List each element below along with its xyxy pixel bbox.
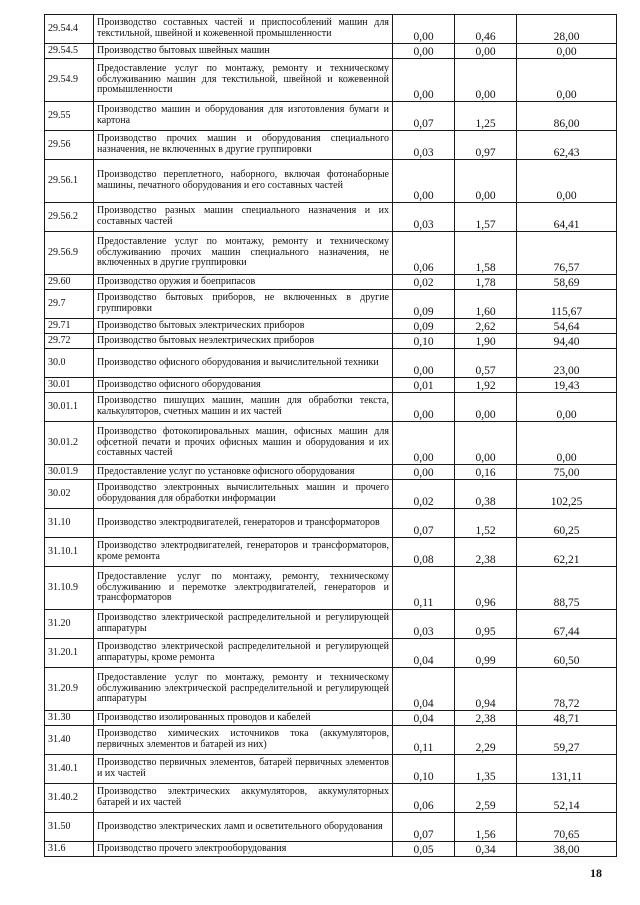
- table-row: [45, 290, 617, 319]
- value-3-cell: 0,00: [517, 44, 617, 59]
- value-3-cell: 115,67: [517, 290, 617, 319]
- activity-name-cell: Производство оружия и боеприпасов: [94, 275, 393, 290]
- value-2-cell: 1,92: [455, 378, 517, 393]
- value-1-cell: 0,03: [393, 131, 455, 160]
- table-row: [45, 378, 617, 393]
- value-1-cell: 0,00: [393, 465, 455, 480]
- value-3-cell: 88,75: [517, 567, 617, 610]
- value-3-cell: 0,00: [517, 393, 617, 422]
- value-3-cell: 70,65: [517, 813, 617, 842]
- activity-name-cell: Производство офисного оборудования: [94, 378, 393, 393]
- value-2-cell: 1,56: [455, 813, 517, 842]
- value-1-cell: 0,00: [393, 393, 455, 422]
- value-3-cell: 64,41: [517, 203, 617, 232]
- activity-name-cell: Производство химических источников тока (аккумуляторов, первичных элементов и батарей из них): [94, 726, 393, 755]
- value-2-cell: 2,38: [455, 538, 517, 567]
- value-3-cell: 86,00: [517, 102, 617, 131]
- table-row: [45, 393, 617, 422]
- activity-name-cell: Производство офисного оборудования и вычислительной техники: [94, 349, 393, 378]
- value-2-cell: 2,59: [455, 784, 517, 813]
- activity-name-cell: Производство прочих машин и оборудования специального назначения, не включенных в другие группировки: [94, 131, 393, 160]
- activity-name-cell: Производство первичных элементов, батарей первичных элементов и их частей: [94, 755, 393, 784]
- okved-code-cell: 30.0: [45, 349, 94, 378]
- statistics-table: [44, 14, 617, 857]
- okved-code-cell: 31.40.1: [45, 755, 94, 784]
- value-2-cell: 1,78: [455, 275, 517, 290]
- value-2-cell: 1,90: [455, 334, 517, 349]
- value-2-cell: 2,62: [455, 319, 517, 334]
- okved-code-cell: 29.54.4: [45, 15, 94, 44]
- table-row: [45, 567, 617, 610]
- table-row: [45, 275, 617, 290]
- value-1-cell: 0,03: [393, 203, 455, 232]
- value-2-cell: 0,34: [455, 842, 517, 857]
- okved-code-cell: 31.10.9: [45, 567, 94, 610]
- okved-code-cell: 31.30: [45, 711, 94, 726]
- value-2-cell: 0,00: [455, 393, 517, 422]
- value-2-cell: 2,38: [455, 711, 517, 726]
- activity-name-cell: Производство электронных вычислительных машин и прочего оборудования для обработки информации: [94, 480, 393, 509]
- table-row: [45, 639, 617, 668]
- value-3-cell: 52,14: [517, 784, 617, 813]
- value-3-cell: 76,57: [517, 232, 617, 275]
- okved-code-cell: 29.54.9: [45, 59, 94, 102]
- okved-code-cell: 29.56.9: [45, 232, 94, 275]
- value-1-cell: 0,07: [393, 509, 455, 538]
- value-1-cell: 0,06: [393, 232, 455, 275]
- okved-code-cell: 29.60: [45, 275, 94, 290]
- activity-name-cell: Предоставление услуг по монтажу, ремонту, техническому обслуживанию и перемотке электродвигателей, генераторов и трансформаторов: [94, 567, 393, 610]
- value-2-cell: 0,57: [455, 349, 517, 378]
- table-row: [45, 319, 617, 334]
- activity-name-cell: Производство электрической распределительной и регулирующей аппаратуры, кроме ремонта: [94, 639, 393, 668]
- table-row: [45, 610, 617, 639]
- value-3-cell: 131,11: [517, 755, 617, 784]
- activity-name-cell: Производство электродвигателей, генераторов и трансформаторов, кроме ремонта: [94, 538, 393, 567]
- value-3-cell: 19,43: [517, 378, 617, 393]
- table-row: [45, 160, 617, 203]
- value-1-cell: 0,08: [393, 538, 455, 567]
- value-1-cell: 0,07: [393, 102, 455, 131]
- table-row: [45, 668, 617, 711]
- activity-name-cell: Производство электрических ламп и осветительного оборудования: [94, 813, 393, 842]
- value-1-cell: 0,11: [393, 726, 455, 755]
- table-row: [45, 44, 617, 59]
- activity-name-cell: Предоставление услуг по установке офисного оборудования: [94, 465, 393, 480]
- value-3-cell: 28,00: [517, 15, 617, 44]
- activity-name-cell: Производство переплетного, наборного, включая фотонаборные машины, печатного оборудования и его составных частей: [94, 160, 393, 203]
- value-1-cell: 0,00: [393, 59, 455, 102]
- value-1-cell: 0,04: [393, 639, 455, 668]
- activity-name-cell: Предоставление услуг по монтажу, ремонту и техническому обслуживанию электрической распределительной и регулирующей аппаратуры: [94, 668, 393, 711]
- activity-name-cell: Производство изолированных проводов и кабелей: [94, 711, 393, 726]
- table-row: [45, 480, 617, 509]
- value-2-cell: 2,29: [455, 726, 517, 755]
- value-1-cell: 0,05: [393, 842, 455, 857]
- okved-code-cell: 29.71: [45, 319, 94, 334]
- activity-name-cell: Производство бытовых электрических приборов: [94, 319, 393, 334]
- table-row: [45, 509, 617, 538]
- value-1-cell: 0,00: [393, 160, 455, 203]
- activity-name-cell: Предоставление услуг по монтажу, ремонту и техническому обслуживанию прочих машин специального назначения, не включенных в другие группировки: [94, 232, 393, 275]
- table-row: [45, 538, 617, 567]
- okved-code-cell: 29.56: [45, 131, 94, 160]
- value-3-cell: 0,00: [517, 422, 617, 465]
- table-body: [45, 15, 617, 857]
- activity-name-cell: Производство бытовых неэлектрических приборов: [94, 334, 393, 349]
- okved-code-cell: 29.72: [45, 334, 94, 349]
- okved-code-cell: 31.10: [45, 509, 94, 538]
- value-1-cell: 0,10: [393, 755, 455, 784]
- okved-code-cell: 29.54.5: [45, 44, 94, 59]
- activity-name-cell: Производство бытовых приборов, не включенных в другие группировки: [94, 290, 393, 319]
- value-1-cell: 0,03: [393, 610, 455, 639]
- value-2-cell: 0,99: [455, 639, 517, 668]
- value-2-cell: 1,57: [455, 203, 517, 232]
- value-2-cell: 0,46: [455, 15, 517, 44]
- value-2-cell: 1,58: [455, 232, 517, 275]
- okved-code-cell: 30.01: [45, 378, 94, 393]
- okved-code-cell: 29.7: [45, 290, 94, 319]
- okved-code-cell: 30.01.1: [45, 393, 94, 422]
- okved-code-cell: 31.10.1: [45, 538, 94, 567]
- value-1-cell: 0,00: [393, 349, 455, 378]
- activity-name-cell: Производство электродвигателей, генераторов и трансформаторов: [94, 509, 393, 538]
- value-2-cell: 0,00: [455, 59, 517, 102]
- value-3-cell: 67,44: [517, 610, 617, 639]
- value-3-cell: 62,43: [517, 131, 617, 160]
- value-1-cell: 0,09: [393, 319, 455, 334]
- table-row: [45, 842, 617, 857]
- value-3-cell: 59,27: [517, 726, 617, 755]
- value-3-cell: 78,72: [517, 668, 617, 711]
- activity-name-cell: Производство машин и оборудования для изготовления бумаги и картона: [94, 102, 393, 131]
- value-1-cell: 0,02: [393, 480, 455, 509]
- okved-code-cell: 30.02: [45, 480, 94, 509]
- value-2-cell: 0,16: [455, 465, 517, 480]
- okved-code-cell: 30.01.2: [45, 422, 94, 465]
- value-3-cell: 54,64: [517, 319, 617, 334]
- table-row: [45, 711, 617, 726]
- okved-code-cell: 31.6: [45, 842, 94, 857]
- value-2-cell: 0,96: [455, 567, 517, 610]
- value-1-cell: 0,00: [393, 15, 455, 44]
- value-2-cell: 0,95: [455, 610, 517, 639]
- table-row: [45, 131, 617, 160]
- page-number: 18: [590, 866, 602, 880]
- table-row: [45, 203, 617, 232]
- value-3-cell: 94,40: [517, 334, 617, 349]
- value-3-cell: 48,71: [517, 711, 617, 726]
- table-row: [45, 349, 617, 378]
- value-1-cell: 0,04: [393, 711, 455, 726]
- value-2-cell: 0,97: [455, 131, 517, 160]
- value-2-cell: 1,35: [455, 755, 517, 784]
- okved-code-cell: 31.40: [45, 726, 94, 755]
- okved-code-cell: 31.20: [45, 610, 94, 639]
- activity-name-cell: Производство разных машин специального назначения и их составных частей: [94, 203, 393, 232]
- table-row: [45, 755, 617, 784]
- value-3-cell: 38,00: [517, 842, 617, 857]
- value-2-cell: 1,60: [455, 290, 517, 319]
- table-row: [45, 102, 617, 131]
- value-2-cell: 0,00: [455, 422, 517, 465]
- value-1-cell: 0,00: [393, 44, 455, 59]
- okved-code-cell: 31.20.1: [45, 639, 94, 668]
- value-2-cell: 1,52: [455, 509, 517, 538]
- okved-code-cell: 31.20.9: [45, 668, 94, 711]
- value-1-cell: 0,11: [393, 567, 455, 610]
- value-3-cell: 23,00: [517, 349, 617, 378]
- value-3-cell: 0,00: [517, 59, 617, 102]
- value-1-cell: 0,02: [393, 275, 455, 290]
- value-2-cell: 0,00: [455, 44, 517, 59]
- value-2-cell: 0,00: [455, 160, 517, 203]
- table-row: [45, 334, 617, 349]
- value-3-cell: 75,00: [517, 465, 617, 480]
- table-row: [45, 15, 617, 44]
- value-1-cell: 0,06: [393, 784, 455, 813]
- activity-name-cell: Производство электрической распределительной и регулирующей аппаратуры: [94, 610, 393, 639]
- okved-code-cell: 29.56.2: [45, 203, 94, 232]
- table-row: [45, 422, 617, 465]
- activity-name-cell: Производство бытовых швейных машин: [94, 44, 393, 59]
- value-1-cell: 0,09: [393, 290, 455, 319]
- value-1-cell: 0,00: [393, 422, 455, 465]
- table-row: [45, 59, 617, 102]
- value-3-cell: 0,00: [517, 160, 617, 203]
- okved-code-cell: 31.40.2: [45, 784, 94, 813]
- okved-code-cell: 29.55: [45, 102, 94, 131]
- activity-name-cell: Производство пишущих машин, машин для обработки текста, калькуляторов, счетных машин и их частей: [94, 393, 393, 422]
- value-3-cell: 102,25: [517, 480, 617, 509]
- activity-name-cell: Предоставление услуг по монтажу, ремонту и техническому обслуживанию машин для текстильной, швейной и кожевенной промышленности: [94, 59, 393, 102]
- okved-code-cell: 31.50: [45, 813, 94, 842]
- value-1-cell: 0,07: [393, 813, 455, 842]
- activity-name-cell: Производство электрических аккумуляторов, аккумуляторных батарей и их частей: [94, 784, 393, 813]
- table-row: [45, 784, 617, 813]
- activity-name-cell: Производство фотокопировальных машин, офисных машин для офсетной печати и прочих офисных машин и оборудования и их составных частей: [94, 422, 393, 465]
- table-row: [45, 813, 617, 842]
- table-row: [45, 232, 617, 275]
- value-1-cell: 0,01: [393, 378, 455, 393]
- value-3-cell: 60,25: [517, 509, 617, 538]
- value-1-cell: 0,04: [393, 668, 455, 711]
- value-2-cell: 0,38: [455, 480, 517, 509]
- value-2-cell: 0,94: [455, 668, 517, 711]
- value-2-cell: 1,25: [455, 102, 517, 131]
- activity-name-cell: Производство составных частей и приспособлений машин для текстильной, швейной и кожевенной промышленности: [94, 15, 393, 44]
- okved-code-cell: 29.56.1: [45, 160, 94, 203]
- value-3-cell: 62,21: [517, 538, 617, 567]
- value-3-cell: 58,69: [517, 275, 617, 290]
- okved-code-cell: 30.01.9: [45, 465, 94, 480]
- table-row: [45, 726, 617, 755]
- table-row: [45, 465, 617, 480]
- activity-name-cell: Производство прочего электрооборудования: [94, 842, 393, 857]
- value-1-cell: 0,10: [393, 334, 455, 349]
- value-3-cell: 60,50: [517, 639, 617, 668]
